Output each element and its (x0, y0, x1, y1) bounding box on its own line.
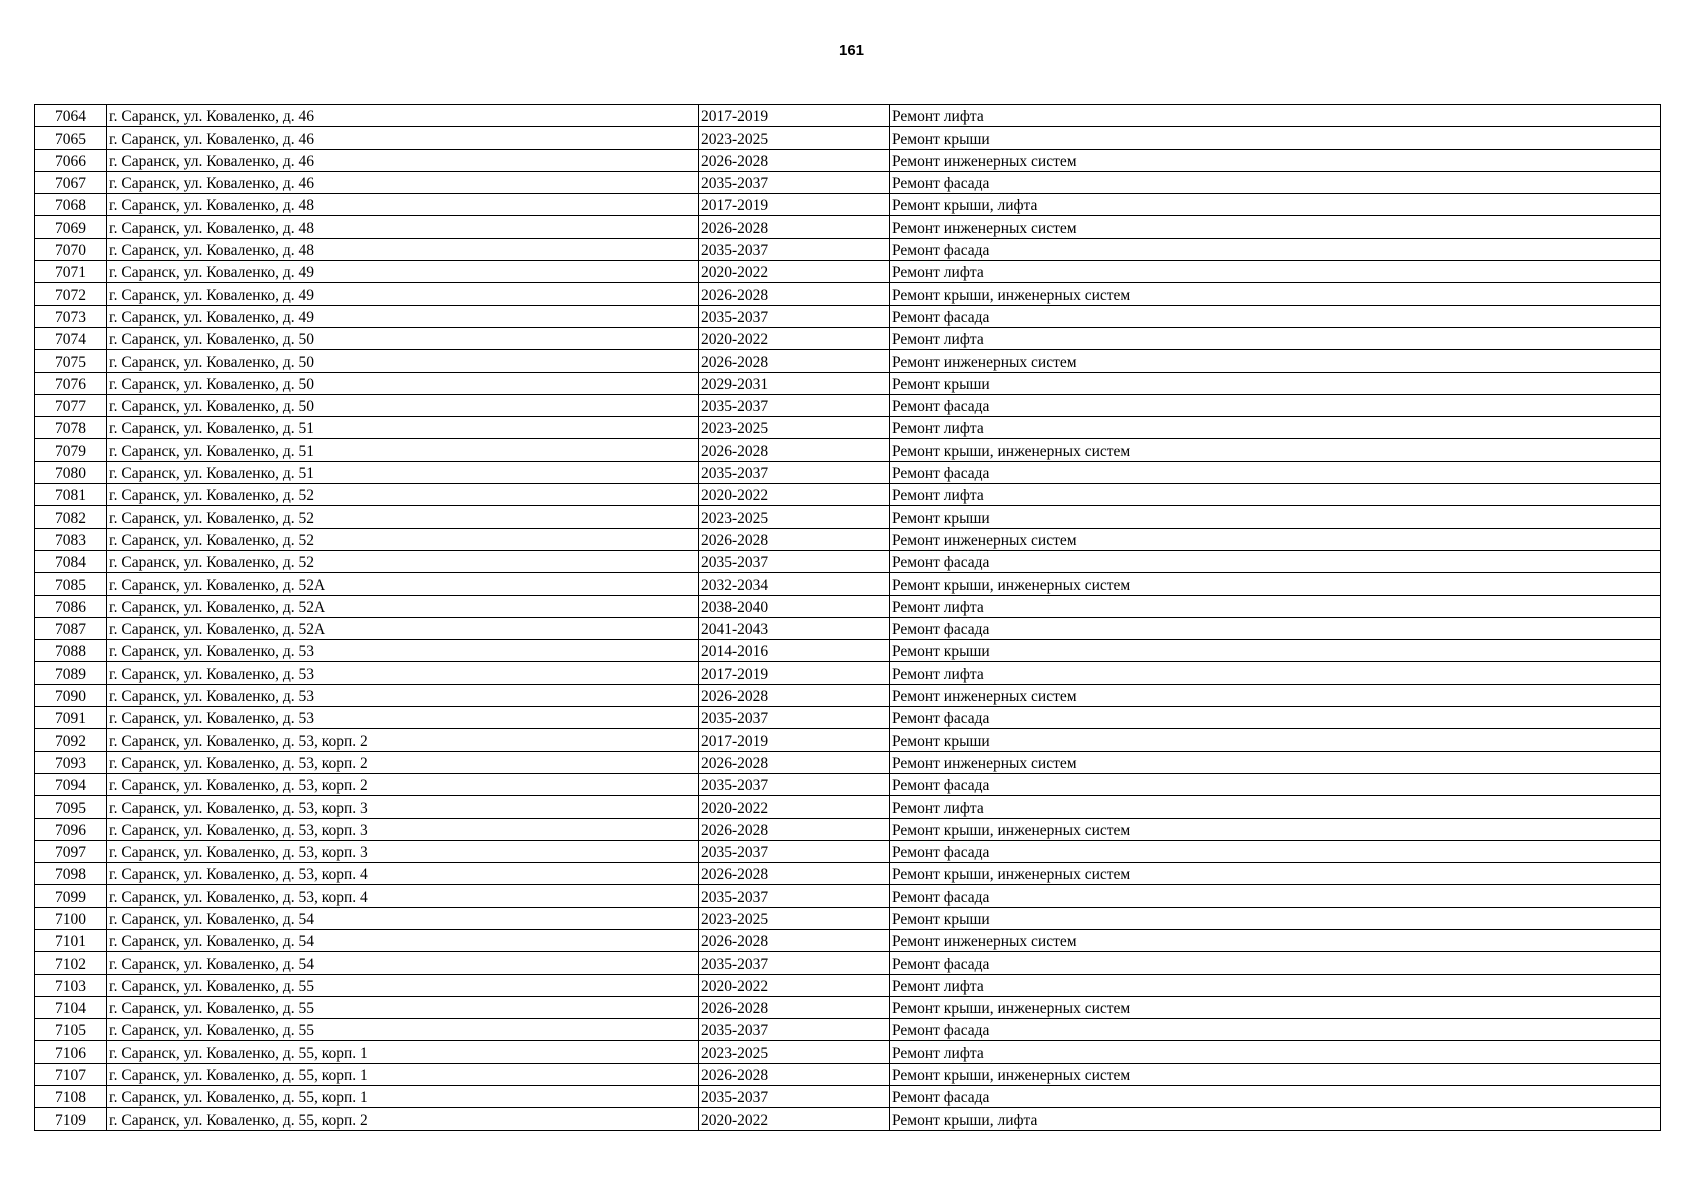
table-row (35, 796, 1661, 818)
work-type-cell: Ремонт крыши, инженерных систем (890, 818, 1661, 840)
row-number-cell: 7095 (35, 796, 107, 818)
address-cell: г. Саранск, ул. Коваленко, д. 53, корп. 2 (107, 729, 699, 751)
page-number: 161 (838, 42, 865, 59)
address-cell: г. Саранск, ул. Коваленко, д. 52 (107, 528, 699, 550)
row-number-cell: 7080 (35, 461, 107, 483)
row-number-cell: 7101 (35, 929, 107, 951)
row-number-cell: 7071 (35, 261, 107, 283)
work-type-cell: Ремонт крыши, лифта (890, 194, 1661, 216)
address-cell: г. Саранск, ул. Коваленко, д. 52А (107, 595, 699, 617)
row-number-cell: 7103 (35, 974, 107, 996)
address-cell: г. Саранск, ул. Коваленко, д. 54 (107, 952, 699, 974)
address-cell: г. Саранск, ул. Коваленко, д. 52А (107, 573, 699, 595)
work-type-cell: Ремонт инженерных систем (890, 929, 1661, 951)
table-row (35, 929, 1661, 951)
work-type-cell: Ремонт фасада (890, 238, 1661, 260)
period-cell: 2017-2019 (699, 729, 890, 751)
work-type-cell: Ремонт лифта (890, 261, 1661, 283)
period-cell: 2026-2028 (699, 929, 890, 951)
row-number-cell: 7089 (35, 662, 107, 684)
address-cell: г. Саранск, ул. Коваленко, д. 53, корп. 4 (107, 863, 699, 885)
table-body (35, 105, 1661, 1131)
row-number-cell: 7087 (35, 617, 107, 639)
row-number-cell: 7074 (35, 327, 107, 349)
table-row (35, 885, 1661, 907)
address-cell: г. Саранск, ул. Коваленко, д. 46 (107, 127, 699, 149)
work-type-cell: Ремонт крыши, инженерных систем (890, 1063, 1661, 1085)
period-cell: 2035-2037 (699, 1019, 890, 1041)
row-number-cell: 7083 (35, 528, 107, 550)
table-row (35, 751, 1661, 773)
period-cell: 2023-2025 (699, 1041, 890, 1063)
period-cell: 2017-2019 (699, 105, 890, 127)
work-type-cell: Ремонт крыши (890, 372, 1661, 394)
address-cell: г. Саранск, ул. Коваленко, д. 55, корп. 1 (107, 1041, 699, 1063)
work-type-cell: Ремонт крыши, инженерных систем (890, 863, 1661, 885)
address-cell: г. Саранск, ул. Коваленко, д. 51 (107, 417, 699, 439)
row-number-cell: 7091 (35, 707, 107, 729)
address-cell: г. Саранск, ул. Коваленко, д. 51 (107, 439, 699, 461)
address-cell: г. Саранск, ул. Коваленко, д. 46 (107, 105, 699, 127)
work-type-cell: Ремонт крыши, инженерных систем (890, 996, 1661, 1018)
address-cell: г. Саранск, ул. Коваленко, д. 52 (107, 484, 699, 506)
row-number-cell: 7079 (35, 439, 107, 461)
work-type-cell: Ремонт фасада (890, 1019, 1661, 1041)
work-type-cell: Ремонт инженерных систем (890, 149, 1661, 171)
address-cell: г. Саранск, ул. Коваленко, д. 48 (107, 216, 699, 238)
work-type-cell: Ремонт фасада (890, 952, 1661, 974)
table-row (35, 907, 1661, 929)
work-type-cell: Ремонт фасада (890, 773, 1661, 795)
row-number-cell: 7099 (35, 885, 107, 907)
row-number-cell: 7076 (35, 372, 107, 394)
row-number-cell: 7102 (35, 952, 107, 974)
row-number-cell: 7072 (35, 283, 107, 305)
address-cell: г. Саранск, ул. Коваленко, д. 55, корп. 1 (107, 1063, 699, 1085)
period-cell: 2029-2031 (699, 372, 890, 394)
period-cell: 2026-2028 (699, 149, 890, 171)
work-type-cell: Ремонт фасада (890, 305, 1661, 327)
address-cell: г. Саранск, ул. Коваленко, д. 51 (107, 461, 699, 483)
table-row (35, 283, 1661, 305)
work-type-cell: Ремонт инженерных систем (890, 751, 1661, 773)
period-cell: 2014-2016 (699, 640, 890, 662)
row-number-cell: 7070 (35, 238, 107, 260)
table-row (35, 261, 1661, 283)
row-number-cell: 7107 (35, 1063, 107, 1085)
table-row (35, 350, 1661, 372)
work-type-cell: Ремонт фасада (890, 885, 1661, 907)
table-row (35, 1063, 1661, 1085)
period-cell: 2026-2028 (699, 863, 890, 885)
table-row (35, 1086, 1661, 1108)
row-number-cell: 7075 (35, 350, 107, 372)
work-type-cell: Ремонт лифта (890, 1041, 1661, 1063)
address-cell: г. Саранск, ул. Коваленко, д. 55, корп. 1 (107, 1086, 699, 1108)
work-type-cell: Ремонт крыши, инженерных систем (890, 283, 1661, 305)
period-cell: 2035-2037 (699, 1086, 890, 1108)
address-cell: г. Саранск, ул. Коваленко, д. 53, корп. 2 (107, 773, 699, 795)
address-cell: г. Саранск, ул. Коваленко, д. 52А (107, 617, 699, 639)
row-number-cell: 7094 (35, 773, 107, 795)
period-cell: 2020-2022 (699, 484, 890, 506)
row-number-cell: 7093 (35, 751, 107, 773)
period-cell: 2023-2025 (699, 127, 890, 149)
address-cell: г. Саранск, ул. Коваленко, д. 50 (107, 327, 699, 349)
table-row (35, 105, 1661, 127)
period-cell: 2035-2037 (699, 773, 890, 795)
address-cell: г. Саранск, ул. Коваленко, д. 49 (107, 261, 699, 283)
table-row (35, 818, 1661, 840)
period-cell: 2026-2028 (699, 996, 890, 1018)
period-cell: 2026-2028 (699, 818, 890, 840)
period-cell: 2026-2028 (699, 216, 890, 238)
table-row (35, 194, 1661, 216)
row-number-cell: 7092 (35, 729, 107, 751)
work-type-cell: Ремонт лифта (890, 105, 1661, 127)
address-cell: г. Саранск, ул. Коваленко, д. 50 (107, 350, 699, 372)
table-row (35, 394, 1661, 416)
row-number-cell: 7096 (35, 818, 107, 840)
row-number-cell: 7109 (35, 1108, 107, 1130)
work-type-cell: Ремонт фасада (890, 840, 1661, 862)
work-type-cell: Ремонт крыши, инженерных систем (890, 573, 1661, 595)
period-cell: 2020-2022 (699, 796, 890, 818)
table-row (35, 127, 1661, 149)
work-type-cell: Ремонт фасада (890, 171, 1661, 193)
address-cell: г. Саранск, ул. Коваленко, д. 54 (107, 929, 699, 951)
row-number-cell: 7073 (35, 305, 107, 327)
work-type-cell: Ремонт фасада (890, 461, 1661, 483)
address-cell: г. Саранск, ул. Коваленко, д. 54 (107, 907, 699, 929)
row-number-cell: 7105 (35, 1019, 107, 1041)
row-number-cell: 7100 (35, 907, 107, 929)
table-row (35, 461, 1661, 483)
row-number-cell: 7064 (35, 105, 107, 127)
address-cell: г. Саранск, ул. Коваленко, д. 50 (107, 394, 699, 416)
period-cell: 2035-2037 (699, 840, 890, 862)
table-row (35, 417, 1661, 439)
table-row (35, 305, 1661, 327)
period-cell: 2035-2037 (699, 238, 890, 260)
period-cell: 2035-2037 (699, 952, 890, 974)
period-cell: 2035-2037 (699, 394, 890, 416)
period-cell: 2023-2025 (699, 506, 890, 528)
period-cell: 2026-2028 (699, 1063, 890, 1085)
address-cell: г. Саранск, ул. Коваленко, д. 53 (107, 684, 699, 706)
row-number-cell: 7081 (35, 484, 107, 506)
period-cell: 2026-2028 (699, 439, 890, 461)
period-cell: 2020-2022 (699, 974, 890, 996)
table-row (35, 595, 1661, 617)
address-cell: г. Саранск, ул. Коваленко, д. 55 (107, 1019, 699, 1041)
table-row (35, 684, 1661, 706)
work-type-cell: Ремонт лифта (890, 417, 1661, 439)
address-cell: г. Саранск, ул. Коваленко, д. 53, корп. 2 (107, 751, 699, 773)
work-type-cell: Ремонт лифта (890, 595, 1661, 617)
period-cell: 2020-2022 (699, 1108, 890, 1130)
work-type-cell: Ремонт крыши (890, 640, 1661, 662)
work-type-cell: Ремонт лифта (890, 484, 1661, 506)
period-cell: 2026-2028 (699, 283, 890, 305)
period-cell: 2026-2028 (699, 751, 890, 773)
row-number-cell: 7082 (35, 506, 107, 528)
row-number-cell: 7085 (35, 573, 107, 595)
period-cell: 2035-2037 (699, 707, 890, 729)
row-number-cell: 7068 (35, 194, 107, 216)
work-type-cell: Ремонт крыши, лифта (890, 1108, 1661, 1130)
address-cell: г. Саранск, ул. Коваленко, д. 50 (107, 372, 699, 394)
address-cell: г. Саранск, ул. Коваленко, д. 46 (107, 149, 699, 171)
period-cell: 2038-2040 (699, 595, 890, 617)
period-cell: 2017-2019 (699, 194, 890, 216)
table-row (35, 1108, 1661, 1130)
table-row (35, 729, 1661, 751)
period-cell: 2035-2037 (699, 885, 890, 907)
work-type-cell: Ремонт инженерных систем (890, 684, 1661, 706)
period-cell: 2041-2043 (699, 617, 890, 639)
table-row (35, 216, 1661, 238)
period-cell: 2026-2028 (699, 350, 890, 372)
row-number-cell: 7078 (35, 417, 107, 439)
table-row (35, 171, 1661, 193)
row-number-cell: 7104 (35, 996, 107, 1018)
period-cell: 2035-2037 (699, 461, 890, 483)
row-number-cell: 7077 (35, 394, 107, 416)
work-type-cell: Ремонт инженерных систем (890, 216, 1661, 238)
address-cell: г. Саранск, ул. Коваленко, д. 53, корп. 3 (107, 796, 699, 818)
row-number-cell: 7090 (35, 684, 107, 706)
address-cell: г. Саранск, ул. Коваленко, д. 53, корп. 4 (107, 885, 699, 907)
work-type-cell: Ремонт инженерных систем (890, 350, 1661, 372)
row-number-cell: 7067 (35, 171, 107, 193)
work-type-cell: Ремонт крыши (890, 506, 1661, 528)
work-type-cell: Ремонт лифта (890, 327, 1661, 349)
address-cell: г. Саранск, ул. Коваленко, д. 53, корп. 3 (107, 818, 699, 840)
table-row (35, 484, 1661, 506)
address-cell: г. Саранск, ул. Коваленко, д. 55 (107, 974, 699, 996)
table-row (35, 1019, 1661, 1041)
work-type-cell: Ремонт крыши, инженерных систем (890, 439, 1661, 461)
row-number-cell: 7086 (35, 595, 107, 617)
row-number-cell: 7108 (35, 1086, 107, 1108)
work-type-cell: Ремонт крыши (890, 127, 1661, 149)
row-number-cell: 7065 (35, 127, 107, 149)
period-cell: 2032-2034 (699, 573, 890, 595)
table-row (35, 662, 1661, 684)
period-cell: 2035-2037 (699, 305, 890, 327)
address-cell: г. Саранск, ул. Коваленко, д. 53, корп. 3 (107, 840, 699, 862)
table-row (35, 974, 1661, 996)
period-cell: 2020-2022 (699, 261, 890, 283)
period-cell: 2035-2037 (699, 171, 890, 193)
address-cell: г. Саранск, ул. Коваленко, д. 53 (107, 707, 699, 729)
period-cell: 2023-2025 (699, 907, 890, 929)
period-cell: 2035-2037 (699, 550, 890, 572)
work-type-cell: Ремонт крыши (890, 729, 1661, 751)
period-cell: 2026-2028 (699, 684, 890, 706)
address-cell: г. Саранск, ул. Коваленко, д. 53 (107, 662, 699, 684)
table-row (35, 707, 1661, 729)
table-row (35, 506, 1661, 528)
table-row (35, 617, 1661, 639)
work-type-cell: Ремонт фасада (890, 617, 1661, 639)
address-cell: г. Саранск, ул. Коваленко, д. 49 (107, 283, 699, 305)
work-type-cell: Ремонт лифта (890, 662, 1661, 684)
table-row (35, 863, 1661, 885)
repair-schedule-table (34, 104, 1661, 1131)
work-type-cell: Ремонт фасада (890, 394, 1661, 416)
work-type-cell: Ремонт фасада (890, 707, 1661, 729)
row-number-cell: 7066 (35, 149, 107, 171)
work-type-cell: Ремонт фасада (890, 550, 1661, 572)
row-number-cell: 7097 (35, 840, 107, 862)
address-cell: г. Саранск, ул. Коваленко, д. 55 (107, 996, 699, 1018)
work-type-cell: Ремонт инженерных систем (890, 528, 1661, 550)
table-row (35, 238, 1661, 260)
table-row (35, 372, 1661, 394)
table-row (35, 528, 1661, 550)
table-row (35, 640, 1661, 662)
period-cell: 2026-2028 (699, 528, 890, 550)
row-number-cell: 7106 (35, 1041, 107, 1063)
work-type-cell: Ремонт лифта (890, 796, 1661, 818)
row-number-cell: 7098 (35, 863, 107, 885)
table-row (35, 952, 1661, 974)
address-cell: г. Саранск, ул. Коваленко, д. 52 (107, 506, 699, 528)
table-row (35, 840, 1661, 862)
row-number-cell: 7069 (35, 216, 107, 238)
table-row (35, 1041, 1661, 1063)
table-row (35, 439, 1661, 461)
table-row (35, 550, 1661, 572)
address-cell: г. Саранск, ул. Коваленко, д. 52 (107, 550, 699, 572)
table-row (35, 773, 1661, 795)
address-cell: г. Саранск, ул. Коваленко, д. 53 (107, 640, 699, 662)
table-row (35, 573, 1661, 595)
row-number-cell: 7088 (35, 640, 107, 662)
address-cell: г. Саранск, ул. Коваленко, д. 48 (107, 238, 699, 260)
address-cell: г. Саранск, ул. Коваленко, д. 46 (107, 171, 699, 193)
table-row (35, 327, 1661, 349)
address-cell: г. Саранск, ул. Коваленко, д. 49 (107, 305, 699, 327)
period-cell: 2023-2025 (699, 417, 890, 439)
period-cell: 2017-2019 (699, 662, 890, 684)
row-number-cell: 7084 (35, 550, 107, 572)
period-cell: 2020-2022 (699, 327, 890, 349)
work-type-cell: Ремонт фасада (890, 1086, 1661, 1108)
address-cell: г. Саранск, ул. Коваленко, д. 55, корп. 2 (107, 1108, 699, 1130)
work-type-cell: Ремонт лифта (890, 974, 1661, 996)
table-row (35, 149, 1661, 171)
address-cell: г. Саранск, ул. Коваленко, д. 48 (107, 194, 699, 216)
work-type-cell: Ремонт крыши (890, 907, 1661, 929)
table-row (35, 996, 1661, 1018)
